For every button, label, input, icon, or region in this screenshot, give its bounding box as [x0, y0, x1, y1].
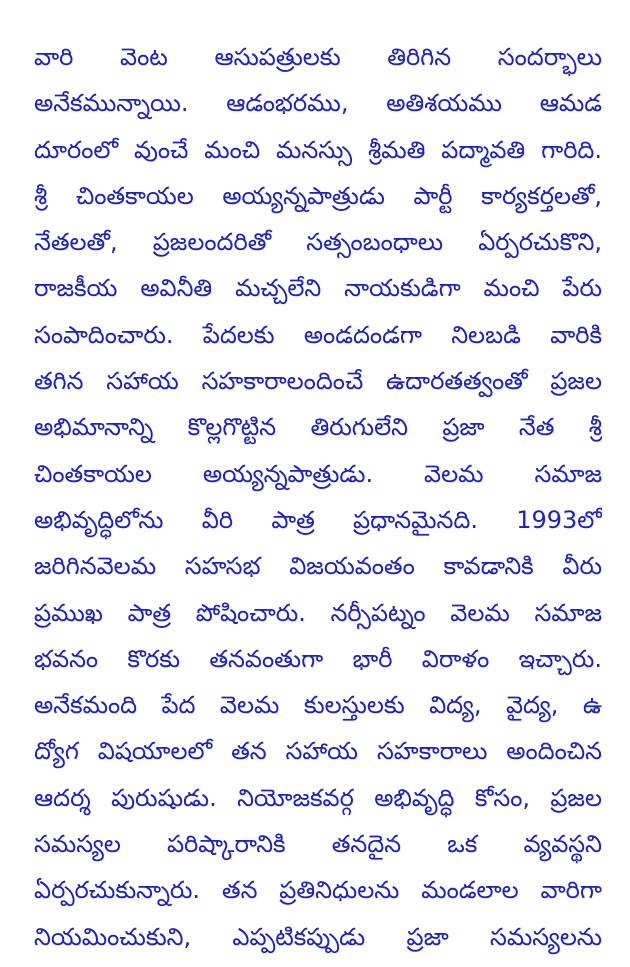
text-line-10: చింతకాయల అయ్యన్నపాత్రుడు. వెలమ సమాజ: [34, 459, 602, 488]
text-line-5: నేతలతో, ప్రజలందరితో సత్సంబంధాలు ఏర్పరచుకొని,: [34, 228, 602, 257]
text-line-14: భవనం కొరకు తనవంతుగా భారీ విరాళం ఇచ్చారు.: [34, 644, 602, 673]
text-line-2: అనేకమున్నాయి. ఆడంభరము, అతిశయము ఆమడ: [34, 89, 602, 118]
text-line-18: సమస్యల పరిష్కారానికి తనదైన ఒక వ్యవస్థని: [34, 830, 602, 859]
text-line-8: తగిన సహాయ సహకారాలందించే ఉదారతత్వంతో ప్రజల: [34, 367, 602, 396]
text-line-13: ప్రముఖ పాత్ర పోషించారు. నర్సీపట్నం వెలమ సమాజ: [34, 598, 602, 627]
text-line-17: ఆదర్శ పురుషుడు. నియోజకవర్గ అభివృద్ధి కోసం, ప్రజల: [34, 783, 602, 812]
text-line-4: శ్రీ చింతకాయల అయ్యన్నపాత్రుడు పార్టీ కార్యకర్తలతో,: [34, 181, 602, 210]
text-line-20: నియమించుకుని, ఎప్పటికప్పుడు ప్రజా సమస్యలను: [34, 922, 602, 951]
body-text: [34, 34, 602, 960]
text-line-7: సంపాదించారు. పేదలకు అండదండగా నిలబడి వారికి: [34, 320, 602, 349]
text-line-15: అనేకమంది పేద వెలమ కులస్తులకు విద్య, వైద్య, ఉ: [34, 691, 602, 720]
text-line-12: జరిగినవెలమ సహసభ విజయవంతం కావడానికి వీరు: [34, 552, 602, 581]
text-line-9: అభిమానాన్ని కొల్లగొట్టిన తిరుగులేని ప్రజా నేత శ్రీ: [34, 413, 602, 442]
text-line-6: రాజకీయ అవినీతి మచ్చలేని నాయకుడిగా మంచి పేరు: [34, 274, 602, 303]
text-line-19: ఏర్పరచుకున్నారు. తన ప్రతినిధులను మండలాల వారిగా: [34, 876, 602, 905]
text-line-11: అభివృద్ధిలోను వీరి పాత్ర ప్రధానమైనది. 1993లో: [34, 505, 602, 534]
text-line-1: వారి వెంట ఆసుపత్రులకు తిరిగిన సందర్భాలు: [34, 43, 602, 71]
text-line-3: దూరంలో వుంచే మంచి మనస్సు శ్రీమతి పద్మావతి గారిది.: [34, 135, 602, 164]
text-line-16: ద్యోగ విషయాలలో తన సహాయ సహకారాలు అందించిన: [34, 737, 602, 766]
